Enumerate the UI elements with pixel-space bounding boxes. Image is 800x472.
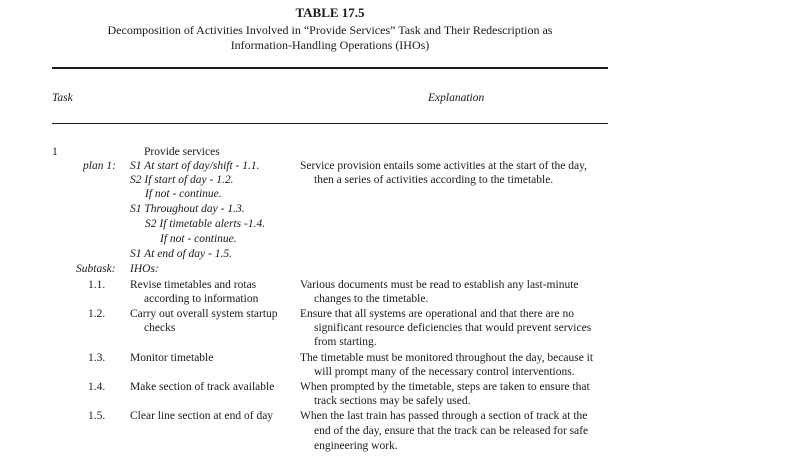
subtask-iho-line: Monitor timetable (130, 352, 214, 364)
plan-explanation-line: Service provision entails some activities at the start of the day, (300, 160, 587, 172)
table-top-rule (52, 67, 608, 69)
subtask-explanation-line: changes to the timetable. (314, 293, 429, 305)
subtask-explanation-line: The timetable must be monitored throughout the day, because it (300, 352, 594, 364)
subtask-iho-line: according to information (144, 293, 259, 305)
subtask-iho-line: Clear line section at end of day (130, 410, 274, 422)
table-caption-line-2: Information-Handling Operations (IHOs) (230, 38, 430, 52)
subtask-number: 1.1. (88, 279, 106, 291)
subtask-explanation-line: end of the day, ensure that the track can be released for safe (314, 425, 589, 437)
subtask-number: 1.5. (88, 410, 106, 422)
subtask-iho-line: checks (144, 322, 176, 334)
table-header-rule (52, 123, 608, 124)
plan-line: S1 Throughout day - 1.3. (130, 203, 245, 215)
task-number: 1 (52, 146, 58, 158)
plan-line: If not - continue. (145, 188, 222, 200)
subtask-explanation-line: engineering work. (314, 440, 398, 452)
plan-line: S1 At end of day - 1.5. (130, 248, 232, 260)
subtask-explanation-line: from starting. (314, 336, 377, 348)
plan-line: S2 If start of day - 1.2. (130, 174, 234, 186)
task-name: Provide services (144, 146, 220, 158)
subtask-number: 1.4. (88, 381, 106, 393)
subtask-explanation-line: Various documents must be read to establish any last-minute (300, 279, 579, 291)
subtask-iho-line: Revise timetables and rotas (130, 279, 257, 291)
subtask-explanation-line: track sections may be safely used. (314, 395, 471, 407)
subtask-explanation-line: significant resource deficiencies that would prevent services (314, 322, 592, 334)
subtask-explanation-line: When prompted by the timetable, steps are taken to ensure that (300, 381, 590, 393)
subtask-iho-line: Carry out overall system startup (130, 308, 278, 320)
plan-explanation-line: then a series of activities according to the timetable. (314, 174, 554, 186)
table-caption-line-1: Decomposition of Activities Involved in “Provide Services” Task and Their Redescription as (107, 23, 553, 37)
table-number: TABLE 17.5 (295, 5, 365, 20)
plan-line: If not - continue. (160, 233, 237, 245)
subtask-number: 1.2. (88, 308, 106, 320)
iho-label: IHOs: (130, 263, 159, 275)
subtask-iho-line: Make section of track available (130, 381, 275, 393)
subtask-explanation-line: Ensure that all systems are operational and that there are no (300, 308, 574, 320)
plan-line: S1 At start of day/shift - 1.1. (130, 160, 260, 172)
subtask-explanation-line: will prompt many of the necessary control interventions. (314, 366, 575, 378)
subtask-label: Subtask: (76, 263, 116, 275)
column-header-task: Task (52, 92, 73, 104)
subtask-number: 1.3. (88, 352, 106, 364)
subtask-explanation-line: When the last train has passed through a section of track at the (300, 410, 588, 422)
plan-label: plan 1: (83, 160, 116, 172)
column-header-explanation: Explanation (428, 92, 485, 104)
plan-line: S2 If timetable alerts -1.4. (145, 218, 266, 230)
